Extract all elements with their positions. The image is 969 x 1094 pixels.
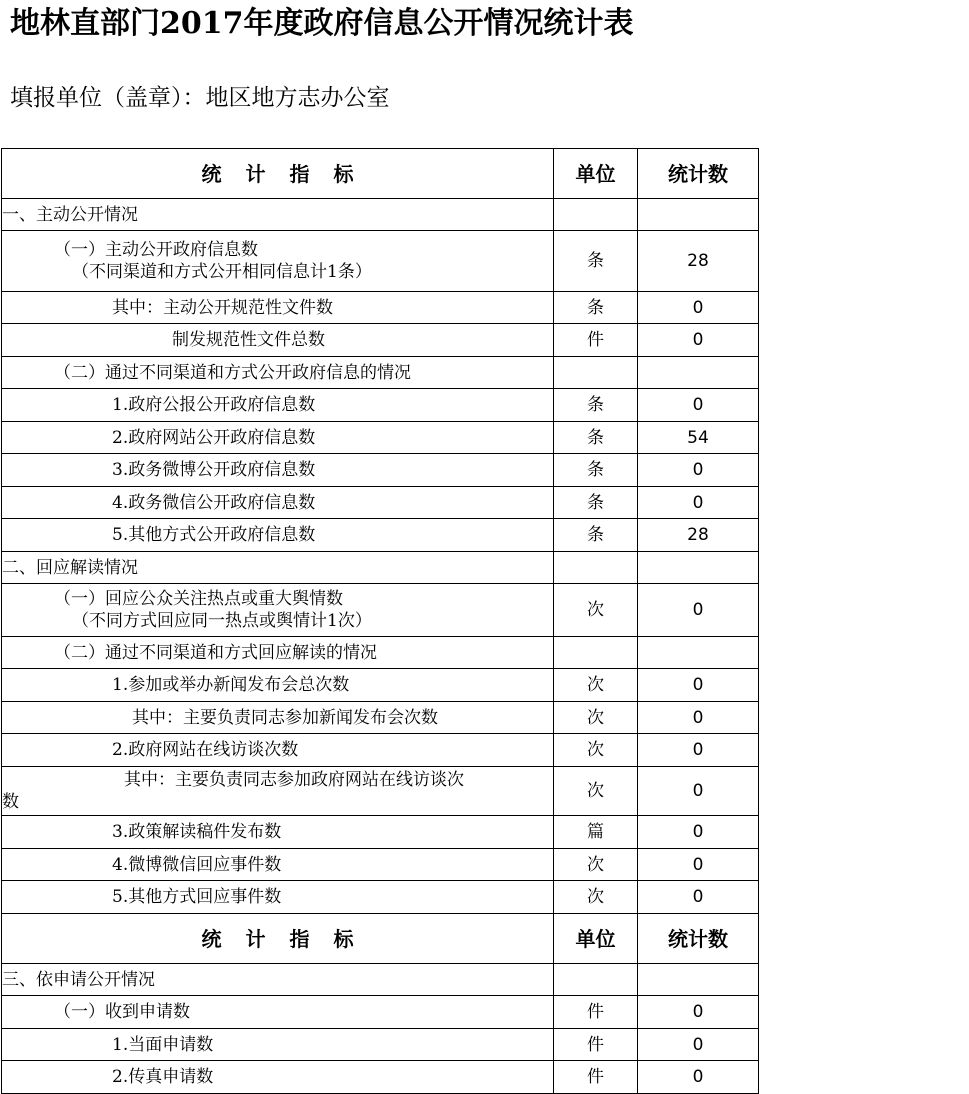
table-row [2,734,759,767]
row-unit: 次 [554,881,638,914]
row-unit: 条 [554,389,638,422]
row-label-line1: （一）主动公开政府信息数 [54,240,258,260]
table-row [2,816,759,849]
row-unit: 条 [554,422,638,454]
row-value: 0 [638,487,759,519]
row-value: 0 [638,292,759,324]
row-value: 54 [638,422,759,454]
row-unit: 次 [554,767,638,816]
row-label: 3.政策解读稿件发布数 [2,816,554,849]
row-unit: 件 [554,324,638,357]
row-label-line2: （不同方式回应同一热点或舆情计1次） [72,611,372,631]
row-label: （二）通过不同渠道和方式回应解读的情况 [2,637,554,669]
table-row [2,389,759,422]
row-unit: 篇 [554,816,638,849]
reporting-unit: 填报单位（盖章）：地区地方志办公室 [10,85,390,111]
row-label: 5.其他方式公开政府信息数 [2,519,554,552]
table-row [2,357,759,389]
row-label: 其中：主动公开规范性文件数 [2,292,554,324]
table-row [2,964,759,996]
row-label-line2: 数 [2,792,19,812]
row-label: 1.参加或举办新闻发布会总次数 [2,669,554,702]
row-unit [554,552,638,584]
header-unit: 单位 [554,149,638,199]
row-value [638,199,759,231]
row-unit [554,637,638,669]
table-row [2,767,759,816]
row-value: 28 [638,231,759,292]
table-row [2,849,759,881]
row-unit: 件 [554,996,638,1029]
row-value: 0 [638,702,759,734]
row-label: 3.政务微博公开政府信息数 [2,454,554,487]
row-value: 0 [638,996,759,1029]
row-unit: 次 [554,702,638,734]
row-unit: 次 [554,669,638,702]
table-row [2,519,759,552]
row-unit [554,199,638,231]
row-value: 0 [638,849,759,881]
table-row [2,487,759,519]
header-indicator: 统计指标 [2,149,554,199]
table-row [2,199,759,231]
row-unit: 条 [554,231,638,292]
row-label: 制发规范性文件总数 [2,324,554,357]
row-label: 1.当面申请数 [2,1029,554,1061]
table-row [2,454,759,487]
row-label: 5.其他方式回应事件数 [2,881,554,914]
row-value [638,552,759,584]
header-count: 统计数 [638,149,759,199]
row-label: 4.微博微信回应事件数 [2,849,554,881]
row-label: 4.政务微信公开政府信息数 [2,487,554,519]
row-label: 其中：主要负责同志参加新闻发布会次数 [2,702,554,734]
row-value: 0 [638,324,759,357]
table-row [2,324,759,357]
table-header-row [2,149,759,199]
row-value [638,637,759,669]
row-label [2,231,554,292]
row-label: 三、依申请公开情况 [2,964,554,996]
row-value: 0 [638,454,759,487]
row-unit [554,964,638,996]
table-row [2,231,759,292]
row-unit: 条 [554,519,638,552]
table-row [2,669,759,702]
row-label [2,584,554,637]
row-label: （一）收到申请数 [2,996,554,1029]
row-value: 0 [638,881,759,914]
table-row [2,702,759,734]
header-unit: 单位 [554,914,638,964]
row-unit: 条 [554,487,638,519]
row-label: 2.政府网站在线访谈次数 [2,734,554,767]
row-value: 0 [638,389,759,422]
table-row [2,584,759,637]
row-label-line2: （不同渠道和方式公开相同信息计1条） [72,262,372,282]
table-row [2,422,759,454]
row-unit [554,357,638,389]
row-label: 二、回应解读情况 [2,552,554,584]
row-unit: 次 [554,584,638,637]
row-value: 0 [638,767,759,816]
statistics-table [1,148,759,1094]
row-label-line1: （一）回应公众关注热点或重大舆情数 [54,589,343,609]
page-title: 地林直部门2017年度政府信息公开情况统计表 [10,6,634,41]
row-value: 0 [638,1029,759,1061]
table-row [2,292,759,324]
row-value: 28 [638,519,759,552]
table-row [2,552,759,584]
row-value: 0 [638,584,759,637]
row-label: 2.政府网站公开政府信息数 [2,422,554,454]
row-label: 1.政府公报公开政府信息数 [2,389,554,422]
table-row [2,1029,759,1061]
row-unit: 次 [554,734,638,767]
row-value: 0 [638,1061,759,1094]
row-unit: 件 [554,1029,638,1061]
row-unit: 条 [554,292,638,324]
header-count: 统计数 [638,914,759,964]
row-label [2,767,554,816]
row-unit: 条 [554,454,638,487]
table-row [2,881,759,914]
row-label: 一、主动公开情况 [2,199,554,231]
row-value: 0 [638,734,759,767]
row-value [638,964,759,996]
row-label-line1: 其中：主要负责同志参加政府网站在线访谈次 [124,770,464,790]
table-row [2,1061,759,1094]
row-value: 0 [638,669,759,702]
row-value: 0 [638,816,759,849]
row-label: 2.传真申请数 [2,1061,554,1094]
row-unit: 件 [554,1061,638,1094]
table-row [2,996,759,1029]
row-label: （二）通过不同渠道和方式公开政府信息的情况 [2,357,554,389]
row-value [638,357,759,389]
table-row [2,637,759,669]
table-header-row [2,914,759,964]
row-unit: 次 [554,849,638,881]
header-indicator: 统计指标 [2,914,554,964]
